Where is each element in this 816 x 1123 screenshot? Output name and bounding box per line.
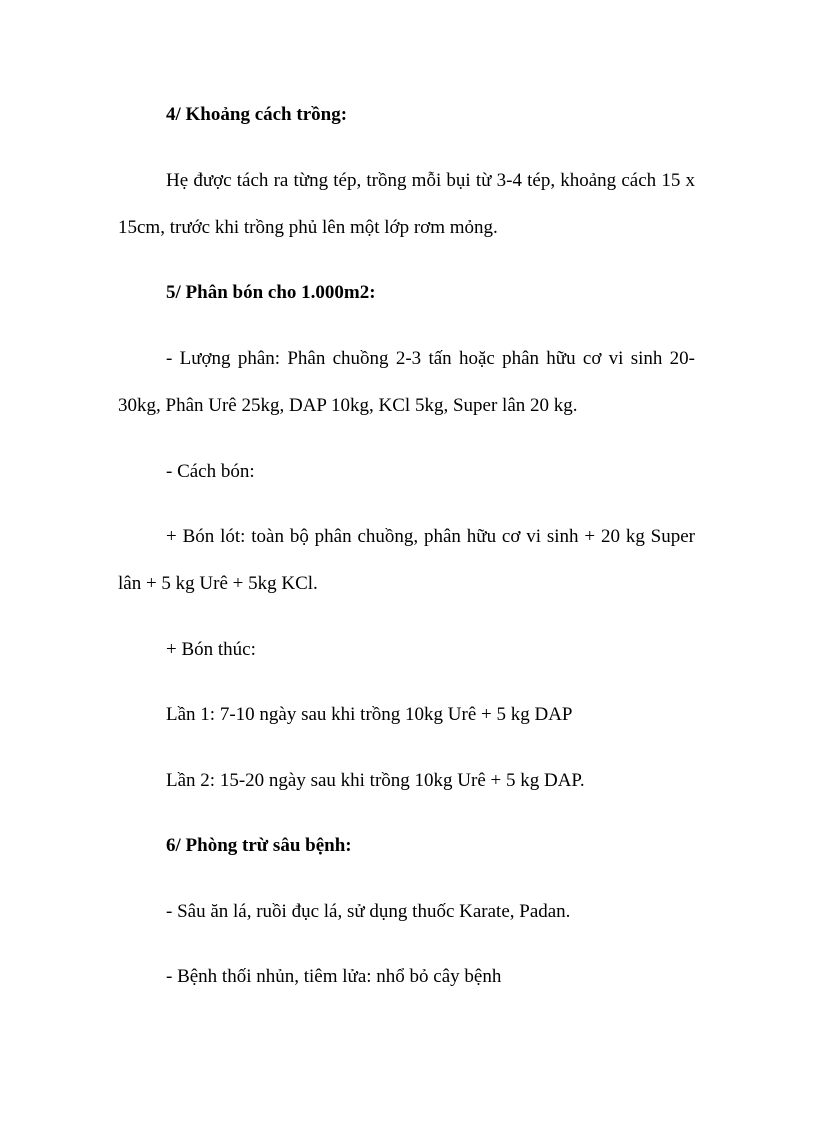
base-fertilizing-line-2: lân + 5 kg Urê + 5kg KCl. bbox=[118, 573, 318, 594]
fertilizing-method-label: - Cách bón: bbox=[166, 461, 255, 482]
fertilizer-amount-line-2: 30kg, Phân Urê 25kg, DAP 10kg, KCl 5kg, Super lân 20 kg. bbox=[118, 395, 578, 416]
disease-control-line: - Bệnh thối nhủn, tiêm lửa: nhổ bỏ cây bệnh bbox=[166, 966, 502, 987]
section-5-heading: 5/ Phân bón cho 1.000m2: bbox=[166, 282, 376, 303]
section-4-paragraph-line-1: Hẹ được tách ra từng tép, trồng mỗi bụi từ 3-4 tép, khoảng cách 15 x bbox=[166, 170, 695, 191]
section-6-heading: 6/ Phòng trừ sâu bệnh: bbox=[166, 835, 352, 856]
section-4-heading: 4/ Khoảng cách trồng: bbox=[166, 104, 348, 125]
pest-control-line: - Sâu ăn lá, ruồi đục lá, sử dụng thuốc Karate, Padan. bbox=[166, 901, 571, 922]
section-4-paragraph-line-2: 15cm, trước khi trồng phủ lên một lớp rơm mỏng. bbox=[118, 217, 498, 238]
top-dressing-round-2: Lần 2: 15-20 ngày sau khi trồng 10kg Urê + 5 kg DAP. bbox=[166, 770, 585, 791]
top-dressing-label: + Bón thúc: bbox=[166, 639, 256, 660]
base-fertilizing-line-1: + Bón lót: toàn bộ phân chuồng, phân hữu cơ vi sinh + 20 kg Super bbox=[166, 526, 695, 547]
top-dressing-round-1: Lần 1: 7-10 ngày sau khi trồng 10kg Urê + 5 kg DAP bbox=[166, 704, 573, 725]
fertilizer-amount-line-1: - Lượng phân: Phân chuồng 2-3 tấn hoặc phân hữu cơ vi sinh 20- bbox=[166, 348, 695, 369]
